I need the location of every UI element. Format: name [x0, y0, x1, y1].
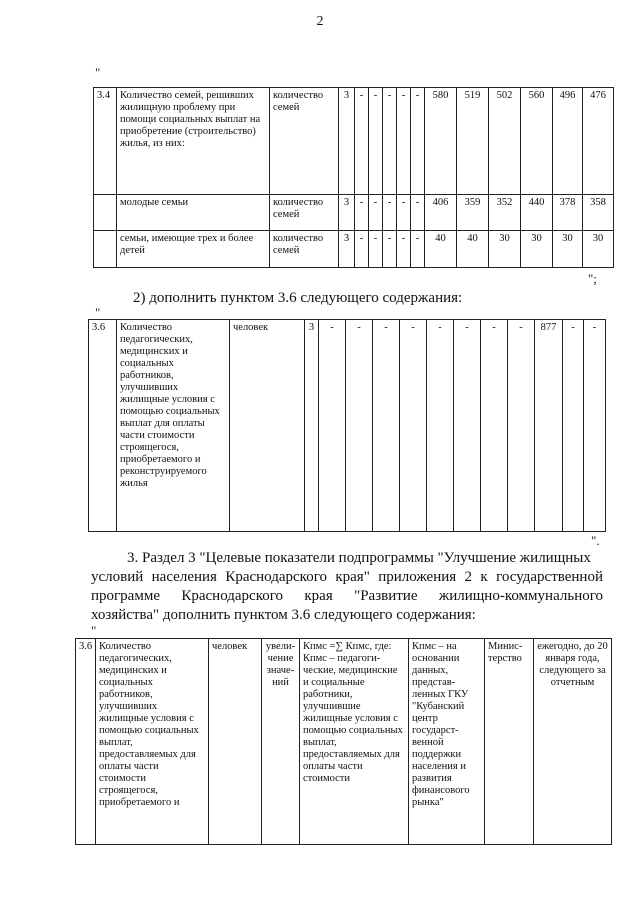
- row-number: 3.4: [94, 88, 117, 195]
- value-cell: 352: [489, 195, 521, 231]
- value-cell: -: [383, 231, 397, 268]
- value-cell: 440: [521, 195, 553, 231]
- value-cell: 519: [457, 88, 489, 195]
- page-number: 2: [316, 14, 324, 29]
- table-row: [94, 231, 614, 268]
- paragraph-line: условий населения Краснодарского края" приложения 2 к государственной: [91, 569, 603, 585]
- value-cell: 30: [553, 231, 583, 268]
- value-cell: 3: [339, 195, 355, 231]
- paragraph-line: программе Краснодарского края "Развитие жилищно-коммунального: [91, 588, 603, 604]
- paragraph-line: хозяйства" дополнить пунктом 3.6 следующего содержания:: [91, 607, 476, 623]
- value-cell: -: [355, 88, 369, 195]
- indicator-name: Количество семей, решивших жилищную проблему при помощи социальных выплат на приобретение (строительство) жилья, из них:: [117, 88, 270, 195]
- instruction-paragraph: 2) дополнить пунктом 3.6 следующего содержания:: [133, 290, 463, 306]
- opening-quote: ": [91, 623, 97, 638]
- table-row: [89, 320, 606, 532]
- value-cell: 40: [457, 231, 489, 268]
- value-cell: -: [383, 195, 397, 231]
- unit: человек: [209, 639, 262, 845]
- value-cell: -: [373, 320, 400, 532]
- value-cell: 406: [425, 195, 457, 231]
- value-cell: -: [411, 195, 425, 231]
- data-source: Кпмс – на основании данных, представ-ленных ГКУ "Кубанский центр государст-венной поддержки населения и развития финансового рынка": [409, 639, 485, 845]
- indicator-name: молодые семьи: [117, 195, 270, 231]
- value-cell: -: [481, 320, 508, 532]
- value-cell: -: [563, 320, 584, 532]
- opening-quote: ": [95, 65, 101, 80]
- unit: количество семей: [270, 231, 339, 268]
- value-cell: -: [397, 195, 411, 231]
- value-cell: 378: [553, 195, 583, 231]
- value-cell: -: [508, 320, 535, 532]
- value-cell: 560: [521, 88, 553, 195]
- value-cell: -: [369, 231, 383, 268]
- value-cell: 3: [339, 231, 355, 268]
- value-cell: 496: [553, 88, 583, 195]
- indicator-name: семьи, имеющие трех и более детей: [117, 231, 270, 268]
- value-cell: 358: [583, 195, 614, 231]
- indicator-name: Количество педагогических, медицинских и социальных работников, улучшивших жилищные условия с помощью социальных выплат для оплаты части стоимости строящегося, приобретаемого и реконструируемого жилья: [117, 320, 230, 532]
- value-cell: 30: [521, 231, 553, 268]
- value-cell: 40: [425, 231, 457, 268]
- value-cell: 580: [425, 88, 457, 195]
- value-cell: -: [397, 231, 411, 268]
- value-cell: 476: [583, 88, 614, 195]
- row-number: [94, 195, 117, 231]
- indicators-table-2: [88, 319, 606, 532]
- value-cell: 30: [583, 231, 614, 268]
- value-cell: 877: [535, 320, 563, 532]
- value-cell: -: [427, 320, 454, 532]
- value-cell: -: [369, 195, 383, 231]
- unit: количество семей: [270, 88, 339, 195]
- value-cell: 502: [489, 88, 521, 195]
- value-cell: -: [355, 231, 369, 268]
- frequency: ежегодно, до 20 января года, следующего за отчетным: [534, 639, 612, 845]
- value-cell: -: [319, 320, 346, 532]
- closing-quote: ";: [588, 271, 597, 286]
- closing-quote: ".: [591, 533, 600, 548]
- direction: увели-чение значе-ний: [262, 639, 300, 845]
- calculation-formula: Кпмс =∑ Кпмс, где: Кпмс – педагоги-ческие, медицинские и социальные работники, улучшившие жилищные условия с помощью социальных выплат, предоставляемых для оплаты части стоимости: [300, 639, 409, 845]
- value-cell: -: [355, 195, 369, 231]
- value-cell: 3: [305, 320, 319, 532]
- value-cell: -: [346, 320, 373, 532]
- unit: человек: [230, 320, 305, 532]
- value-cell: -: [411, 88, 425, 195]
- indicators-table-3: [75, 638, 612, 845]
- value-cell: -: [454, 320, 481, 532]
- paragraph-line: 3. Раздел 3 "Целевые показатели подпрограммы "Улучшение жилищных: [127, 550, 591, 566]
- value-cell: 30: [489, 231, 521, 268]
- indicators-table-1: [93, 87, 614, 268]
- value-cell: -: [400, 320, 427, 532]
- unit: количество семей: [270, 195, 339, 231]
- value-cell: -: [383, 88, 397, 195]
- value-cell: -: [369, 88, 383, 195]
- value-cell: -: [411, 231, 425, 268]
- value-cell: 359: [457, 195, 489, 231]
- value-cell: 3: [339, 88, 355, 195]
- value-cell: -: [397, 88, 411, 195]
- opening-quote: ": [95, 305, 101, 320]
- table-row: [94, 195, 614, 231]
- table-row: [94, 88, 614, 195]
- value-cell: -: [584, 320, 606, 532]
- row-number: 3.6: [76, 639, 96, 845]
- responsible: Минис-терство: [485, 639, 534, 845]
- row-number: 3.6: [89, 320, 117, 532]
- row-number: [94, 231, 117, 268]
- table-row: [76, 639, 612, 845]
- indicator-name: Количество педагогических, медицинских и социальных работников, улучшивших жилищные условия с помощью социальных выплат, предоставляемых для оплаты части стоимости строящегося, приобретаемого и: [96, 639, 209, 845]
